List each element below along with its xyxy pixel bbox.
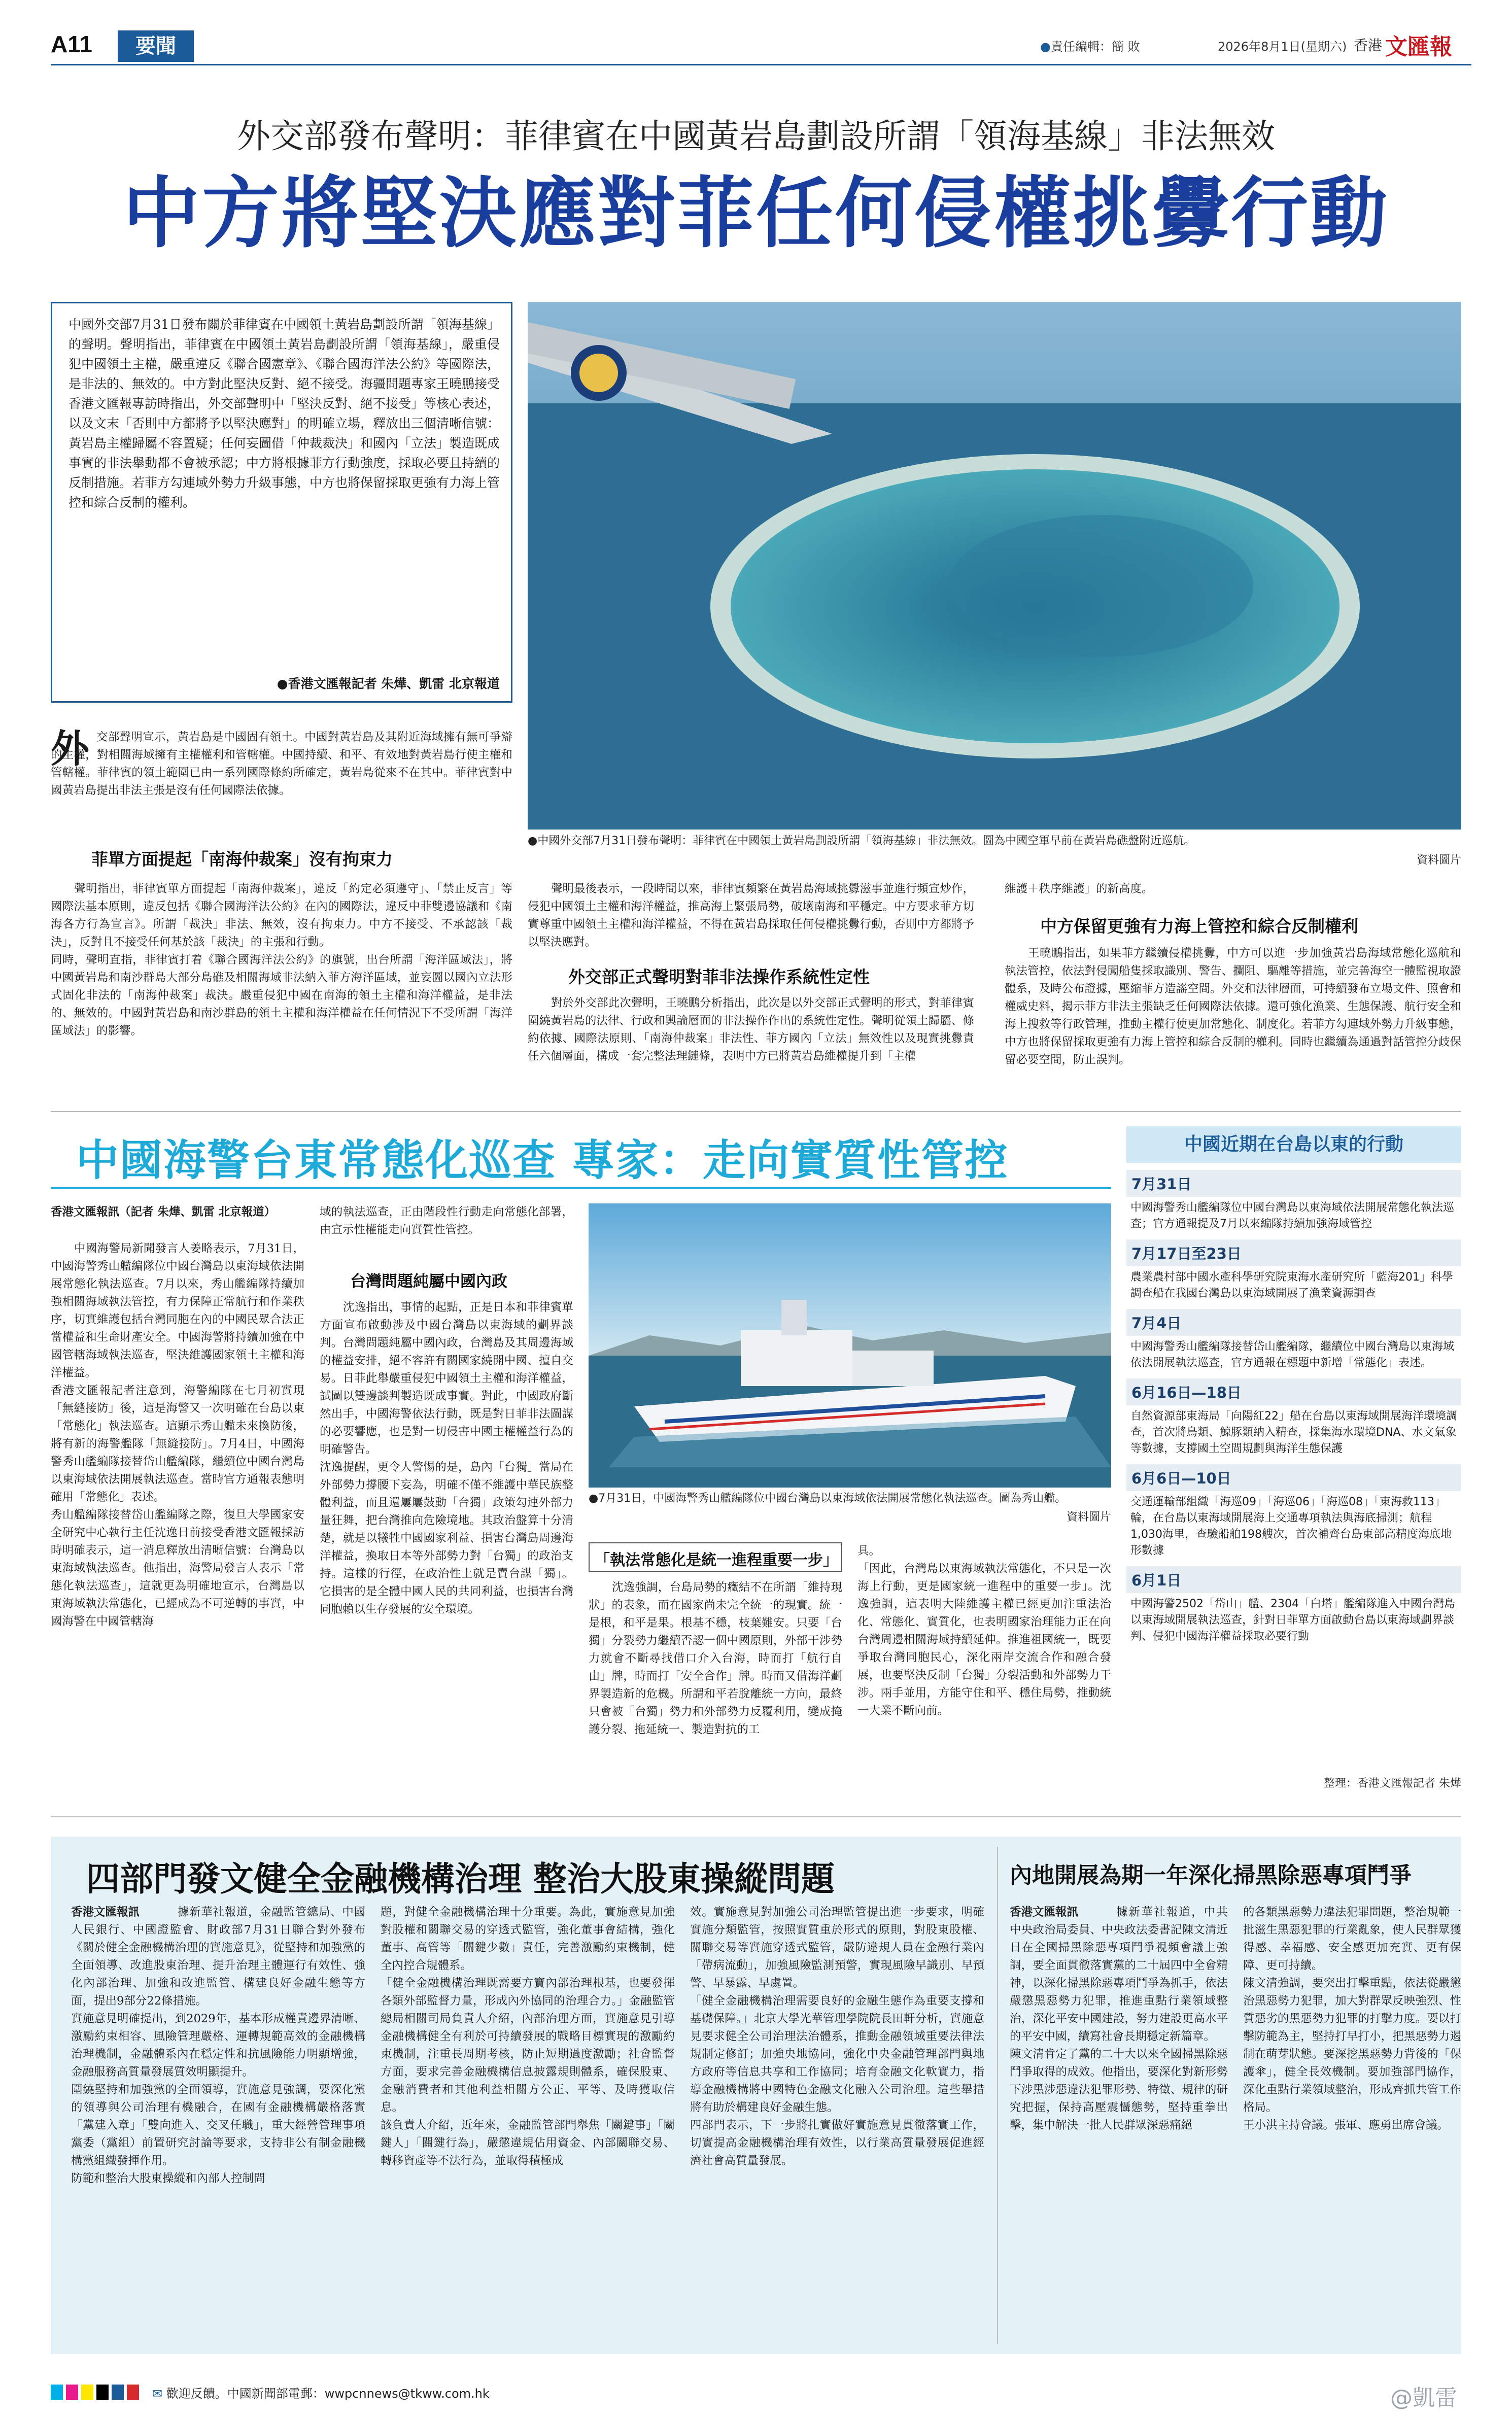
color-swatch [127,2385,139,2400]
timeline-item [1126,1464,1461,1559]
timeline-date: 7月4日 [1126,1309,1461,1336]
lead-col2-body-2: 對於外交部此次聲明，王曉鵬分析指出，此次是以外交部正式聲明的形式，對菲律賓圍繞黃岩島的法律、行政和輿論層面的非法操作作出的系統性定性。聲明從領土歸屬、條約依據、國際法原則、「南海仲裁案」非法性、菲方國內「立法」無效性以及現實挑釁責任六個層面，構成一套完整法理鏈條，表明中方已將黃岩島維權提升到「主權 [528,996,974,1063]
editor-line [1040,37,1140,54]
color-swatch [51,2385,63,2400]
divider [51,1816,1461,1817]
timeline-item [1126,1170,1461,1232]
timeline-item [1126,1378,1461,1457]
header-rule [51,64,1471,65]
lead-col2-body-1: 聲明最後表示，一段時間以來，菲律賓頻繁在黃岩島海域挑釁滋事並進行頻宣炒作，侵犯中國領土主權和海洋權益，推高海上緊張局勢，破壞南海和平穩定。中方要求菲方切實尊重中國領土主權和海洋權益，不得在黃岩島採取任何侵權挑釁行動，否則中方都將予以堅決應對。 [528,882,974,949]
feedback-line [152,2384,490,2401]
lead-intro: 中國外交部7月31日發布關於菲律賓在中國領土黃岩島劃設所謂「領海基線」的聲明。聲明指出，菲律賓在中國領土黃岩島劃設所謂「領海基線」，嚴重侵犯中國領土主權，嚴重違反《聯合國憲章》、《聯合國海洋法公約》等國際法，是非法的、無效的。中方對此堅決反對、絕不接受。海疆問題專家王曉鵬接受香港文匯報專訪時指出，外交部聲明中「堅決反對、絕不接受」等核心表述，以及文末「否則中方都將予以堅決應對」的明確立場，釋放出三個清晰信號：黃岩島主權歸屬不容置疑；任何妄圖借「仲裁裁決」和國內「立法」製造既成事實的非法舉動都不會被承認；中方將根據菲方行動強度，採取必要且持續的反制措施。若菲方勾連域外勢力升級事態，中方也將保留採取更強有力海上管控和綜合反制的權利。 [68,317,500,510]
lead-photo-caption: ●中國外交部7月31日發布聲明：菲律賓在中國領土黃岩島劃設所謂「領海基線」非法無效。圖為中國空軍早前在黃岩島礁盤附近巡航。 [528,835,1195,847]
coast-photo-credit: 資料圖片 [1066,1511,1111,1524]
color-swatch [81,2385,93,2400]
lead-col1-body: 聲明指出，菲律賓單方面提起「南海仲裁案」，違反「約定必須遵守」、「禁止反言」等國際法基本原則，違反包括《聯合國海洋法公約》在內的國際法，違反中菲雙邊協議和《南海各方行為宣言》。所謂「裁決」非法、無效，沒有拘束力。中方不接受、不承認該「裁決」，反對且不接受任何基於該「裁決」的主張和行動。 同時，聲明直指，菲律賓打着《聯合國海洋法公約》的旗號，出台所謂「海洋區域法」，將中國黃岩島和南沙群島大部分島礁及相關海域非法納入菲方海洋區域，並妄圖以國內立法形式固化非法的「南海仲裁案」裁決。嚴重侵犯中國在南海的領土主權和海洋權益，是非法的、無效的。中國對黃岩島和南沙群島的領土主權和海洋權益在任何情況下不受所謂「海洋區域法」的影響。 [51,882,512,1038]
timeline-text: 中國海警2502「岱山」艦、2304「白塔」艦編隊進入中國台灣島以東海域開展執法巡查，針對日菲單方面啟動台島以東海域劃界談判、侵犯中國海洋權益採取必要行動 [1130,1598,1455,1643]
coast-guard-ship-illustration [589,1203,1111,1488]
lead-dropcap: 外 [51,726,89,771]
editor-name: 責任編輯：簡 敗 [1050,40,1140,54]
lead-statement: 交部聲明宣示，黃岩島是中國固有領土。中國對黃岩島及其附近海域擁有無可爭辯的主權，對相關海域擁有主權權利和管轄權。中國持續、和平、有效地對黃岩島行使主權和管轄權。菲律賓的領土範圍已由一系列國際條約所確定，黃岩島從來不在其中。菲律賓對中國黃岩島提出非法主張是沒有任何國際法依據。 [51,731,512,797]
coast-col4: 具。 「因此，台灣島以東海域執法常態化，不只是一次海上行動，更是國家統一進程中的重要一步」。沈逸強調，這表明大陸維護主權已經更加注重法治化、常態化、實質化，也表明國家治理能力正在向台灣周邊相關海域持續延伸。推進祖國統一，既要爭取台灣同胞民心，深化兩岸交流合作和融合發展，也要堅決反制「台獨」分裂活動和外部勢力干涉。兩手並用，方能守住和平、穩住局勢，推動統一大業不斷向前。 [857,1544,1111,1717]
finance-col3: 效。實施意見對加強公司治理監管提出進一步要求，明確實施分類監管，按照實質重於形式的原則，對股東股權、關聯交易等實施穿透式監管，嚴防違規人員在金融行業內「帶病流動」，加強風險監測預警，實現風險早識別、早預警、早暴露、早處置。 「健全金融機構治理需要良好的金融生態作為重要支撐和基礎保障。」北京大學光華管理學院院長田軒分析，實施意見要求健全公司治理法治體系，推動金融領域重要法律法規制定修訂；加強央地協同，強化中央金融管理部門與地方政府等信息共享和工作協同；培育金融文化軟實力，指導金融機構將中國特色金融文化融入公司治理。這些舉措將有助於構建良好金融生態。 四部門表示，下一步將扎實做好實施意見貫徹落實工作，切實提高金融機構治理有效性，以行業高質量發展促進經濟社會高質量發展。 [690,1906,984,2167]
crime-col2: 的各類黑惡勢力違法犯罪問題，整治規範一批滋生黑惡犯罪的行業亂象，使人民群眾獲得感、幸福感、安全感更加充實、更有保障、更可持續。 陳文清強調，要突出打擊重點，依法從嚴懲治黑惡勢力犯罪，加大對群眾反映強烈、性質惡劣的黑惡勢力犯罪的打擊力度。要以打擊防範為主，堅持打早打小，把黑惡勢力遏制在萌芽狀態。要深挖黑惡勢力背後的「保護傘」，健全長效機制。要加強部門協作，深化重點行業領域整治，形成齊抓共管工作格局。 王小洪主持會議。張軍、應勇出席會議。 [1243,1906,1461,2132]
coast-col2-body-1: 域的執法巡查，正由階段性行動走向常態化部署，由宣示性權能走向實質性管控。 [320,1205,573,1236]
timeline-date: 7月17日至23日 [1126,1239,1461,1266]
finance-col2: 題，對健全金融機構治理十分重要。為此，實施意見加強對股權和關聯交易的穿透式監管，強化董事會結構，強化董事、高管等「關鍵少數」責任，完善激勵約束機制，健全內控合規體系。 「健全金融機構治理既需要方寶內部治理根基，也要發揮各類外部監督力量，形成內外協同的治理合力。」金融監管總局相關司局負責人介紹，內部治理方面，實施意見引導金融機構健全有利於可持續發展的戰略目標實現的激勵約束機制，注重長周期考核，防止短期過度激勵；社會監督方面，要求完善金融機構信息披露規則體系，確保股東、金融消費者和其他利益相關方公正、平等、及時獲取信息。 該負責人介紹，近年來，金融監管部門舉焦「關鍵事」「關鍵人」「關鍵行為」，嚴懲違規佔用資金、內部關聯交易、轉移資產等不法行為，並取得積極成 [381,1906,675,2167]
paper-logo: 文匯報 [1385,34,1452,60]
lead-kicker: 外交部發布聲明：菲律賓在中國黃岩島劃設所謂「領海基線」非法無效 [237,117,1275,156]
lead-intro-byline: ●香港文匯報記者 朱燁、凱雷 北京報道 [277,676,500,691]
lead-photo [528,302,1461,830]
crime-col1: 據新華社報道，中共中央政治局委員、中央政法委書記陳文清近日在全國掃黑除惡專項鬥爭視頻會議上強調，要全面貫徹落實黨的二十屆四中全會精神，以深化掃黑除惡專項鬥爭為抓手，依法嚴懲黑惡勢力犯罪，推進重點行業領域整治，深化平安中國建設，努力建設更高水平的平安中國，續寫社會長期穩定新篇章。 陳文清肯定了黨的二十大以來全國掃黑除惡鬥爭取得的成效。他指出，要深化對新形勢下涉黑涉惡違法犯罪形勢、特徵、規律的研究把握，保持高壓震懾態勢，堅持重拳出擊，集中解決一批人民群眾深惡痛絕 [1010,1906,1228,2132]
page-number: A11 [51,31,92,57]
finance-byline: 香港文匯報訊 [71,1906,140,1919]
footer [0,2379,1512,2410]
color-swatch [66,2385,78,2400]
timeline-date: 6月1日 [1126,1566,1461,1593]
timeline-text: 交通運輸部組織「海巡09」「海巡06」「海巡08」「東海救113」輪，在台島以東海域開展海上交通專項執法與海底掃測；航程1,030海里，查驗船舶198艘次，首次補齊台島東部高精度海底地形數據 [1130,1496,1452,1557]
timeline-text: 農業農村部中國水產科學研究院東海水產研究所「藍海201」科學調查船在我國台灣島以東海域開展了漁業資源調查 [1130,1271,1453,1300]
timeline-date: 7月31日 [1126,1170,1461,1197]
crime-byline: 香港文匯報訊 [1010,1906,1079,1919]
color-registration-bar [51,2385,142,2400]
timeline-text: 中國海警秀山艦編隊接替岱山艦編隊，繼續位中國台灣島以東海域依法開展執法巡查，官方通報在標題中新增「常態化」表述。 [1130,1340,1455,1369]
timeline-date: 6月16日—18日 [1126,1378,1461,1405]
page-header [0,0,1512,66]
coast-headline-rule [51,1187,1111,1189]
paper-prefix: 香港 [1354,37,1383,54]
feedback-icon: ✉ [152,2387,163,2401]
watermark: @凱雷 [1390,2385,1457,2411]
section-label: 要聞 [118,30,194,62]
timeline-item [1126,1239,1461,1302]
coast-headline: 中國海警台東常態化巡查 專家：走向實質性管控 [76,1135,1009,1185]
bullet-icon: ● [1040,40,1051,54]
crime-headline: 內地開展為期一年深化掃黑除惡專項鬥爭 [1010,1862,1412,1888]
timeline-title: 中國近期在台島以東的行動 [1126,1126,1461,1163]
timeline-text: 自然資源部東海局「向陽紅22」船在台島以東海域開展海洋環境調查，首次將鳥類、鯨豚類納入精查，採集海水環境DNA、水文氣象等數據，支撐國土空間規劃與海洋生態保護 [1130,1410,1457,1455]
feedback-text: 歡迎反饋。中國新聞部電郵：wwpcnnews@tkww.com.hk [166,2387,490,2401]
coast-byline: 香港文匯報訊（記者 朱燁、凱雷 北京報道） [51,1205,276,1219]
timeline-text: 中國海警秀山艦編隊位中國台灣島以東海域依法開展常態化執法巡查；官方通報提及7月以來編隊持續加強海域管控 [1130,1201,1455,1230]
coast-col2-body-2: 沈逸指出，事情的起點，正是日本和菲律賓單方面宣布啟動涉及中國台灣島以東海域的劃界談判。台灣問題純屬中國內政，台灣島及其周邊海域的權益安排，絕不容許有關國家繞開中國、擅自交易。日菲此舉嚴重侵犯中國領土主權和海洋權益，試圖以雙邊談判製造既成事實。對此，中國政府斷然出手，中國海警依法行動，既是對日菲非法圖謀的必要響應，也是對一切侵害中國主權權益行為的明確警告。 沈逸提醒，更令人警惕的是，島內「台獨」當局在外部勢力撐腰下妄為，明確不僅不維護中華民族整體利益，而且還屢屢鼓動「台獨」政策勾連外部力量狂舞，把台灣推向危險境地。其政治盤算十分清楚，就是以犧牲中國國家利益、損害台灣島周邊海洋權益，換取日本等外部勢力對「台獨」的政治支持。這樣的行徑，在政治性上就是賣台謀「獨」。它損害的是全體中國人民的共同利益，也損害台灣同胞賴以生存發展的安全環境。 [320,1301,573,1616]
coast-subhead-box-text: 「執法常態化是統一進程重要一步」 [595,1551,838,1569]
finance-col1: 據新華社報道，金融監管總局、中國人民銀行、中國證監會、財政部7月31日聯合對外發布《關於健全金融機構治理的實施意見》，從堅持和加強黨的全面領導、改進股東治理、提升治理主體運行有效性、強化內部治理、加強和改進監管、構建良好金融生態等方面，提出9部分22條措施。 實施意見明確提出，到2029年，基本形成權責邊界清晰、激勵約束相容、風險管理嚴格、運轉規範高效的金融機構治理機制，金融體系內在穩定性和抗風險能力明顯增強，金融服務高質量發展質效明顯提升。 圍繞堅持和加強黨的全面領導，實施意見強調，要深化黨的領導與公司治理有機融合，在國有金融機構嚴格落實「黨建入章」「雙向進入、交叉任職」，重大經營管理事項黨委（黨組）前置研究討論等要求，支持非公有制金融機構黨組織發揮作用。 防範和整治大股東操縱和內部人控制問 [71,1906,365,2185]
lead-subhead-2: 外交部正式聲明對菲非法操作系統性定性 [568,967,870,987]
timeline-date: 6月6日—10日 [1126,1464,1461,1491]
lead-col3-body-0: 維護＋秩序維護」的新高度。 [1005,882,1153,895]
aerial-reef-illustration [528,302,1461,830]
lead-subhead-1: 菲單方面提起「南海仲裁案」沒有拘束力 [91,849,393,869]
coast-photo-caption: ●7月31日，中國海警秀山艦編隊位中國台灣島以東海域依法開展常態化執法巡查。圖為秀山艦。 [589,1492,1067,1505]
issue-date: 2026年8月1日(星期六) [1218,40,1347,54]
lead-photo-credit: 資料圖片 [1416,854,1461,867]
divider [51,1111,1461,1112]
color-swatch [96,2385,109,2400]
timeline-item [1126,1566,1461,1645]
color-swatch [112,2385,124,2400]
coast-col1: 中國海警局新聞發言人姜略表示，7月31日，中國海警秀山艦編隊位中國台灣島以東海域依法開展常態化執法巡查。7月以來，秀山艦編隊持續加強相關海域執法管控，有力保障正常航行和作業秩序，切實維護包括台灣同胞在內的中國民眾合法正當權益和生命財產安全。中國海警將持續加強在中國管轄海域執法巡查，堅決維護國家領土主權和海洋權益。 香港文匯報記者注意到，海警編隊在七月初實現「無縫接防」後，這是海警又一次明確在台島以東「常態化」執法巡查。這顯示秀山艦未來換防後，將有新的海警艦隊「無縫接防」。7月4日，中國海警秀山艦編隊接替岱山艦編隊，繼續位中國台灣島以東海域依法開展執法巡查。當時官方通報表態明確用「常態化」表述。 秀山艦編隊接替岱山艦編隊之際，復旦大學國家安全研究中心執行主任沈逸日前接受香港文匯報採訪時明確表示，這一消息釋放出清晰信號：台灣島以東海域執法巡查。他指出，海警局發言人表示「常態化執法巡查」，這就更為明確地宣示，台灣島以東海域執法常態化，已經成為不可逆轉的事實，中國海警在中國管轄海 [51,1242,304,1628]
lead-headline: 中方將堅決應對菲任何侵權挑釁行動 [123,167,1389,258]
coast-subhead: 台灣問題純屬中國內政 [350,1272,507,1291]
coast-photo [589,1203,1111,1488]
lead-subhead-3: 中方保留更強有力海上管控和綜合反制權利 [1040,916,1358,936]
timeline-credit: 整理：香港文匯報記者 朱燁 [1324,1777,1461,1790]
divider [997,1847,998,2344]
timeline-panel [1126,1126,1461,1796]
coast-col3: 沈逸強調，台島局勢的癥結不在所謂「維持現狀」的表象，而在國家尚未完全統一的現實。統一是根，和平是果。根基不穩，枝葉難安。只要「台獨」分裂勢力繼續否認一個中國原則，外部干涉勢力就會不斷尋找借口介入台海，時而打「航行自由」牌，時而打「安全合作」牌。時而又借海洋劃界製造新的危機。所謂和平若脫離統一方向，最終只會被「台獨」勢力和外部勢力反覆利用，變成掩護分裂、拖延統一、製造對抗的工 [589,1581,842,1736]
timeline-list [1126,1170,1461,1652]
timeline-item [1126,1309,1461,1371]
lead-col3-body-1: 王曉鵬指出，如果菲方繼續侵權挑釁，中方可以進一步加強黃岩島海域常態化巡航和執法管控，依法對侵闖船隻採取識別、警告、攔阻、驅離等措施，並完善海空一體監視取證體系，及時公布證據，壓縮菲方造謠空間。外交和法律層面，可持續發布立場文件、照會和權威史料，揭示菲方非法主張缺乏任何國際法依據。還可強化漁業、生態保護、航行安全和海上搜救等行政管理，推動主權行使更加常態化、制度化。若菲方勾連域外勢力升級事態，中方也將保留採取更強有力海上管控和綜合反制的權利。同時也繼續為通過對話管控分歧保留必要空間，防止誤判。 [1005,947,1462,1066]
finance-headline: 四部門發文健全金融機構治理 整治大股東操縱問題 [86,1859,835,1898]
